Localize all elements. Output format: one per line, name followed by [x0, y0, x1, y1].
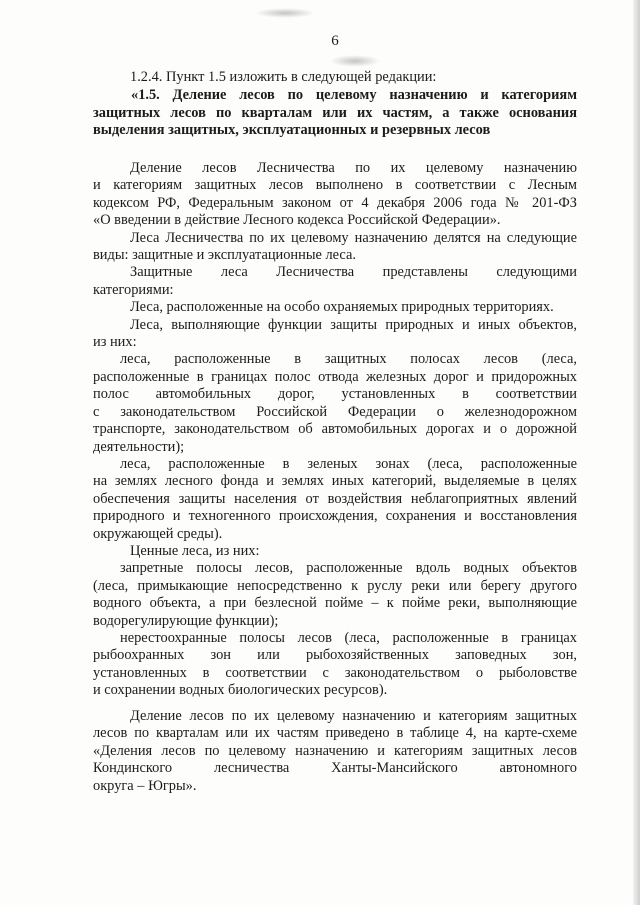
- paragraph-line: виды: защитные и эксплуатационные леса.: [93, 247, 356, 264]
- paragraph-line: округа – Югры».: [93, 777, 197, 794]
- paragraph-line: нерестоохранные полосы лесов (леса, расположенные в границах: [120, 629, 577, 646]
- paragraph-line: (леса, примыкающие непосредственно к руслу реки или берегу другого: [93, 577, 577, 594]
- paragraph-line: «Деления лесов по целевому назначению и категориям защитных лесов: [93, 742, 577, 759]
- paragraph-line: окружающей среды).: [93, 525, 223, 542]
- paragraph: [93, 351, 577, 455]
- paragraph-line: Кондинского лесничества Ханты-Мансийского автономного: [93, 760, 577, 777]
- paragraph-line: Леса Лесничества по их целевому назначению делятся на следующие: [130, 229, 577, 246]
- scan-smudge: [255, 8, 315, 18]
- paragraph-line: леса, расположенные в защитных полосах лесов (леса,: [120, 351, 577, 368]
- page-edge-shadow: [633, 0, 640, 905]
- paragraph-line: и сохранении водных биологических ресурсов).: [93, 682, 388, 699]
- heading-line: выделения защитных, эксплуатационных и резервных лесов: [93, 122, 491, 139]
- paragraph-line: установленных в соответствии с законодательством о рыболовстве: [93, 664, 577, 681]
- paragraph-line: с законодательством Российской Федерации о железнодорожном: [93, 403, 577, 420]
- paragraph-line: «О введении в действие Лесного кодекса Российской Федерации».: [93, 212, 501, 229]
- paragraph-line: деятельности);: [93, 438, 185, 455]
- paragraph-line: леса, расположенные в зеленых зонах (леса, расположенные: [120, 455, 577, 472]
- paragraph-line: полос автомобильных дорог, установленных в соответствии: [93, 386, 577, 403]
- paragraph-line: водорегулирующие функции);: [93, 612, 279, 629]
- paragraph: [93, 299, 577, 316]
- heading-line: защитных лесов по кварталам или их частям, а также основания: [93, 104, 577, 121]
- final-paragraph: [93, 708, 577, 795]
- page-number: 6: [331, 33, 339, 49]
- paragraph-line: кодексом РФ, Федеральным законом от 4 декабря 2006 года № 201-ФЗ: [93, 194, 577, 211]
- paragraph-line: и категориям защитных лесов выполнено в соответствии с Лесным: [93, 177, 577, 194]
- paragraph-line: обеспечения защиты населения от воздействия неблагоприятных явлений: [93, 490, 577, 507]
- paragraph-line: водного объекта, а при безлесной пойме – к пойме реки, выполняющие: [93, 595, 577, 612]
- paragraph-line: Деление лесов Лесничества по их целевому назначению: [130, 160, 577, 176]
- paragraph: [93, 160, 577, 230]
- paragraph: [93, 560, 577, 630]
- paragraph: [93, 456, 577, 543]
- paragraph-line: на землях лесного фонда и землях иных категорий, выделяемые в целях: [93, 473, 577, 490]
- paragraph: [93, 317, 577, 352]
- paragraph-line: Леса, расположенные на особо охраняемых природных территориях.: [130, 299, 554, 316]
- paragraph: [93, 630, 577, 700]
- paragraph-line: расположенные в границах полос отвода железных дорог и придорожных: [93, 368, 577, 385]
- paragraph-line: лесов по кварталам или их частям приведено в таблице 4, на карте-схеме: [93, 725, 577, 742]
- paragraph-line: Защитные леса Лесничества представлены следующими: [130, 264, 577, 281]
- paragraph: [93, 230, 577, 265]
- paragraph-line: транспорте, законодательством об автомобильных дорогах и о дорожной: [93, 421, 577, 438]
- body-text: [93, 160, 577, 700]
- paragraph-line: категориями:: [93, 281, 174, 298]
- paragraph-line: Ценные леса, из них:: [130, 542, 260, 559]
- paragraph-line: Деление лесов по их целевому назначению и категориям защитных: [130, 708, 577, 724]
- paragraph-line: рыбоохранных зон или рыбохозяйственных заповедных зон,: [93, 647, 577, 664]
- paragraph: [93, 264, 577, 299]
- paragraph-line: из них:: [93, 334, 137, 351]
- heading-line: «1.5. Деление лесов по целевому назначению и категориям: [131, 87, 577, 103]
- paragraph-line: Леса, выполняющие функции защиты природных и иных объектов,: [130, 316, 577, 333]
- paragraph-line: природного и техногенного происхождения, сохранения и восстановления: [93, 508, 577, 525]
- paragraph: [93, 543, 577, 560]
- scan-smudge: [330, 55, 380, 67]
- paragraph-line: запретные полосы лесов, расположенные вдоль водных объектов: [120, 560, 577, 577]
- section-heading: [93, 87, 577, 140]
- amendment-item: 1.2.4. Пункт 1.5 изложить в следующей редакции:: [130, 69, 437, 85]
